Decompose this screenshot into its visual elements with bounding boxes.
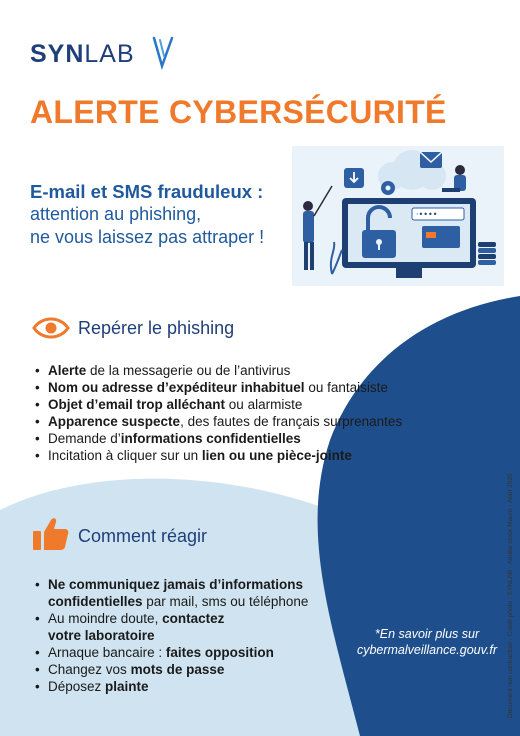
page-title: ALERTE CYBERSÉCURITÉ	[30, 94, 447, 130]
thumbs-up-icon	[32, 516, 70, 552]
list-item: • Changez vos mots de passe	[34, 661, 308, 678]
list-item: • Alerte de la messagerie ou de l’antivirus	[34, 362, 402, 379]
logo-mark-icon	[146, 34, 182, 74]
list-item: • Objet d’email trop alléchant ou alarmiste	[34, 396, 402, 413]
vertical-credits	[497, 470, 514, 720]
list-item: • Ne communiquez jamais d’informations confidentielles par mail, sms ou téléphone	[34, 576, 308, 610]
more-info-link[interactable]: cybermalveillance.gouv.fr	[356, 643, 498, 657]
intro-text	[30, 180, 320, 249]
person-sitting	[455, 165, 465, 175]
person-standing	[303, 201, 313, 211]
phishing-illustration	[292, 146, 504, 286]
list-item: • Au moindre doute, contactez votre laboratoire	[34, 610, 308, 644]
svg-text:·••••: ·••••	[416, 210, 438, 219]
more-info	[352, 626, 502, 658]
list-item: • Nom ou adresse d’expéditeur inhabituel ou fantaisiste	[34, 379, 402, 396]
credits-text: Document non contractuel - Crédit photo : SYNLAB - Adobe stock Mauro - Août 2020	[507, 473, 514, 718]
eye-icon	[32, 316, 70, 340]
list-item: • Arnaque bancaire : faites opposition	[34, 644, 308, 661]
reaction-steps-list	[34, 576, 308, 695]
list-item: • Déposez plainte	[34, 678, 308, 695]
list-item: • Incitation à cliquer sur un lien ou une pièce-jointe	[34, 447, 402, 464]
list-item: • Apparence suspecte, des fautes de français surprenantes	[34, 413, 402, 430]
intro-line-2: attention au phishing,	[30, 204, 202, 224]
section-title-how-to-react: Comment réagir	[78, 526, 208, 546]
logo-lab: LAB	[84, 40, 135, 68]
logo-syn: SYN	[30, 40, 85, 68]
synlab-logo	[30, 40, 135, 69]
more-info-line-1: *En savoir plus sur	[374, 627, 480, 641]
intro-line-1: E-mail et SMS frauduleux :	[30, 181, 264, 202]
intro-line-3: ne vous laissez pas attraper !	[30, 227, 265, 247]
phishing-signs-list	[34, 362, 402, 464]
coin-stack	[478, 242, 496, 247]
list-item: • Demande d’informations confidentielles	[34, 430, 402, 447]
section-title-spot-phishing: Repérer le phishing	[78, 318, 235, 338]
